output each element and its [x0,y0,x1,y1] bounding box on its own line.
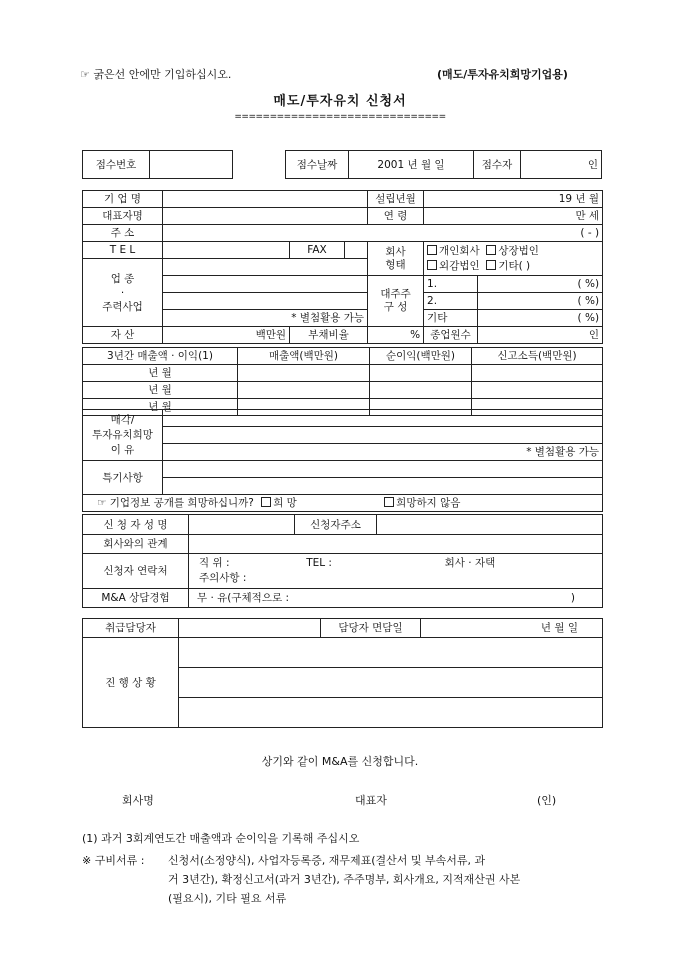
staff-field[interactable] [179,619,321,638]
shareholder-other-pct[interactable]: ( %) [478,310,603,327]
founded-field[interactable]: 19 년 월 [424,191,603,208]
fin-row-3-period[interactable]: 년 월 [83,399,238,416]
debt-ratio-field[interactable]: % [368,327,424,344]
contact-note-label: 주의사항 : [199,572,247,584]
contact-tel-label: TEL : [306,557,332,569]
business-field-2[interactable] [163,276,368,293]
declaration-ceo-label: 대표자 [355,794,387,807]
declaration-seal: (인) [537,794,557,807]
fin-row-1-sales[interactable] [238,365,370,382]
declaration-company-label: 회사명 [122,794,154,807]
assets-field[interactable]: 백만원 [163,327,290,344]
special-notes-field-1[interactable] [163,461,603,478]
disclosure-no[interactable]: 희망하지 않음 [384,497,460,509]
founded-label: 설립년월 [368,191,424,208]
disclosure-row [83,495,603,512]
reason-field-1[interactable] [163,410,603,427]
relation-label: 회사와의 관계 [83,535,189,554]
special-notes-field-2[interactable] [163,478,603,495]
age-field[interactable]: 만 세 [424,208,603,225]
tel-field[interactable] [163,242,290,259]
ceo-name-field[interactable] [163,208,368,225]
reason-field-2[interactable] [163,427,603,444]
employees-field[interactable]: 인 [478,327,603,344]
fin-header-period: 3년간 매출액 · 이익(1) [83,348,238,365]
instruction-text: ☞ 굵은선 안에만 기입하십시오. [80,68,232,81]
reception-table [82,150,602,179]
debt-ratio-label: 부채비율 [290,327,368,344]
fin-header-income: 신고소득(백만원) [472,348,603,365]
business-attach-note: * 별첨활용 가능 [163,310,368,327]
relation-field[interactable] [189,535,603,554]
assets-label: 자 산 [83,327,163,344]
reception-no-field[interactable] [150,151,233,179]
financials-table [82,347,603,416]
reception-no-label: 점수번호 [83,151,150,179]
position-label: 직 위 : [199,557,230,569]
shareholder-1-name[interactable]: 1. [424,276,478,293]
fin-row-1-period[interactable]: 년 월 [83,365,238,382]
age-label: 연 령 [368,208,424,225]
fin-row-2-income[interactable] [472,382,603,399]
business-field-1[interactable] [163,259,368,276]
fin-header-sales: 매출액(백만원) [238,348,370,365]
contact-field[interactable] [189,554,603,589]
fin-row-2-profit[interactable] [370,382,472,399]
declaration-text: 상기와 같이 M&A를 신청합니다. [261,755,419,768]
shareholder-label: 대주주 구 성 [368,276,424,327]
applicant-name-label: 신 청 자 성 명 [83,515,189,535]
fin-row-1-profit[interactable] [370,365,472,382]
interview-date-label: 담당자 면담일 [321,619,421,638]
type-checkbox-listed[interactable]: 상장법인 [486,245,539,257]
note-2-label: ※ 구비서류 : [82,854,145,867]
employees-label: 종업원수 [424,327,478,344]
fin-header-profit: 순이익(백만원) [370,348,472,365]
fax-field[interactable] [345,242,368,259]
shareholder-2-pct[interactable]: ( %) [478,293,603,310]
note-2-line-1: 신청서(소정양식), 사업자등록증, 재무제표(결산서 및 부속서류, 과 [168,854,486,867]
progress-field-3[interactable] [179,698,603,728]
company-type-options [424,242,603,276]
note-1: (1) 과거 3회계연도간 매출액과 순이익을 기록해 주십시오 [82,832,360,845]
special-notes-label: 특기사항 [83,461,163,495]
ceo-name-label: 대표자명 [83,208,163,225]
disclosure-question: ☞ 기업정보 공개를 희망하십니까? [97,497,254,509]
handling-table [82,618,603,728]
reception-date-field[interactable]: 2001 년 월 일 [349,151,474,179]
business-field-3[interactable] [163,293,368,310]
company-type-label: 회사 형태 [368,242,424,276]
shareholder-other-name[interactable]: 기타 [424,310,478,327]
ma-experience-label: M&A 상담경험 [83,589,189,608]
fin-row-2-sales[interactable] [238,382,370,399]
applicant-address-field[interactable] [377,515,603,535]
applicant-name-field[interactable] [189,515,295,535]
interview-date-field[interactable]: 년 월 일 [421,619,603,638]
page-title: 매도/투자유치 신청서 [273,94,407,109]
tel-label: T E L [83,242,163,259]
business-label: 업 종 · 주력사업 [83,259,163,327]
reception-person-label: 점수자 [474,151,521,179]
fax-label: FAX [290,242,345,259]
company-name-field[interactable] [163,191,368,208]
form-type-label: (매도/투자유치희망기업용) [437,68,568,81]
progress-label: 진 행 상 황 [83,638,179,728]
type-checkbox-audited[interactable]: 외감법인 [427,260,480,272]
reception-person-field[interactable]: 인 [521,151,602,179]
disclosure-yes[interactable]: 희 망 [261,497,297,509]
type-checkbox-other[interactable]: 기타( ) [486,260,530,272]
type-checkbox-individual[interactable]: 개인회사 [427,245,480,257]
shareholder-2-name[interactable]: 2. [424,293,478,310]
reason-attach-note: * 별첨활용 가능 [163,444,603,461]
title-rule: ============================== [234,112,446,122]
note-2-line-3: (필요시), 기타 필요 서류 [168,892,287,905]
note-2-line-2: 거 3년간), 확정신고서(과거 3년간), 주주명부, 회사개요, 지적재산권 사본 [168,873,521,886]
applicant-table [82,514,603,608]
contact-label: 신청자 연락처 [83,554,189,589]
reception-date-label: 점수날짜 [286,151,349,179]
applicant-address-label: 신청자주소 [295,515,377,535]
fin-row-1-income[interactable] [472,365,603,382]
address-field[interactable]: ( - ) [163,225,603,242]
progress-field-2[interactable] [179,668,603,698]
staff-label: 취급담당자 [83,619,179,638]
company-table [82,190,603,344]
reason-label: 매각/ 투자유치희망 이 유 [83,410,163,461]
reason-table [82,409,603,512]
fin-row-2-period[interactable]: 년 월 [83,382,238,399]
phone-type-label: 회사 · 자택 [444,557,496,569]
company-name-label: 기 업 명 [83,191,163,208]
ma-experience-field[interactable]: 무 · 유(구체적으로 : ) [189,589,603,608]
shareholder-1-pct[interactable]: ( %) [478,276,603,293]
progress-field-1[interactable] [179,638,603,668]
address-label: 주 소 [83,225,163,242]
